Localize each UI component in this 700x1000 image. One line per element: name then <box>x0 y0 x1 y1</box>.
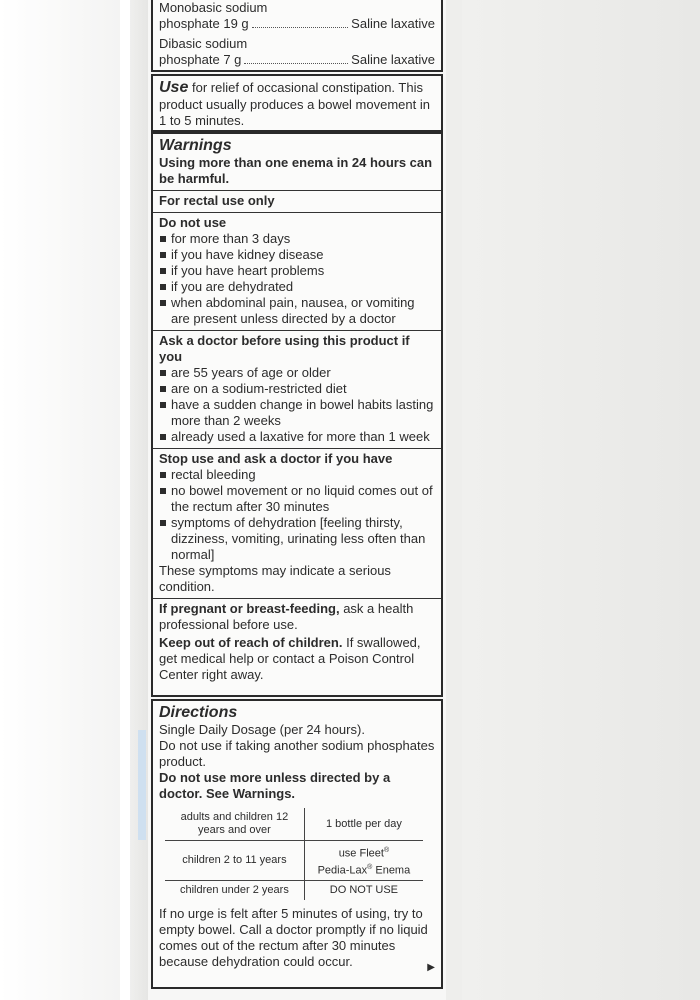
dose-text-c: Enema <box>375 864 411 877</box>
divider <box>153 448 441 449</box>
table-row <box>165 841 423 881</box>
divider <box>153 598 441 599</box>
do-not-use-heading: Do not use <box>159 215 227 230</box>
table-cell-who: adults and children 12 years and over <box>165 808 304 841</box>
divider <box>153 212 441 213</box>
ingredient-1-amount: phosphate 19 g <box>159 16 249 31</box>
stop-use-heading: Stop use and ask a doctor if you have <box>159 451 393 466</box>
list-item: when abdominal pain, nausea, or vomiting are present unless directed by a doctor <box>159 295 435 327</box>
ingredient-1-name: Monobasic sodium <box>159 0 268 15</box>
list-item: are 55 years of age or older <box>159 365 435 381</box>
keep-out-label: Keep out of reach of children. <box>159 635 343 650</box>
registered-mark: ® <box>383 847 390 854</box>
table-cell-dose: DO NOT USE <box>304 881 423 901</box>
ingredient-2 <box>159 36 435 68</box>
directions-footer: If no urge is felt after 5 minutes of using, try to empty bowel. Call a doctor promptly if no liquid comes out of the rectum after 30 minutes because dehydration could occur. <box>159 906 428 970</box>
use-heading: Use <box>159 79 189 96</box>
use-box <box>151 74 443 132</box>
package-edge-highlight <box>120 0 130 1000</box>
serious-condition-note: These symptoms may indicate a serious condition. <box>159 563 391 594</box>
list-item: no bowel movement or no liquid comes out of the rectum after 30 minutes <box>159 483 435 515</box>
registered-mark: ® <box>367 863 373 871</box>
active-ingredients-box <box>151 0 443 72</box>
list-item: are on a sodium-restricted diet <box>159 381 435 397</box>
pregnant-label: If pregnant or breast-feeding, <box>159 601 340 616</box>
table-row <box>165 881 423 901</box>
directions-box <box>151 699 443 989</box>
keep-out-text: If swallowed, get medical help or contact a Poison Control Center right away. <box>159 635 421 682</box>
ingredient-2-name: Dibasic sodium <box>159 36 248 51</box>
dot-leader <box>244 52 348 64</box>
ingredient-2-purpose: Saline laxative <box>351 52 435 67</box>
dosage-text: Single Daily Dosage (per 24 hours). <box>159 722 365 737</box>
triangle-right-icon: ▶ <box>427 962 435 973</box>
list-item: for more than 3 days <box>159 231 435 247</box>
ingredient-1 <box>159 0 435 32</box>
keep-out-warning <box>159 635 435 683</box>
table-cell-who: children 2 to 11 years <box>165 841 304 881</box>
divider <box>153 190 441 191</box>
pregnant-warning <box>159 601 435 633</box>
directions-heading: Directions <box>159 704 238 721</box>
pregnant-text: ask a health professional before use. <box>159 601 414 632</box>
divider <box>153 330 441 331</box>
list-item: if you have kidney disease <box>159 247 435 263</box>
do-not-use-list <box>159 231 435 327</box>
table-row <box>165 808 423 841</box>
ingredient-1-purpose: Saline laxative <box>351 16 435 31</box>
list-item: if you are dehydrated <box>159 279 435 295</box>
stop-use-list <box>159 467 435 563</box>
dosage-table <box>165 808 423 900</box>
warnings-box <box>151 132 443 697</box>
package-right-side <box>462 0 700 1000</box>
list-item: rectal bleeding <box>159 467 435 483</box>
list-item: if you have heart problems <box>159 263 435 279</box>
package-blue-mark <box>138 730 146 840</box>
ask-doctor-list <box>159 365 435 445</box>
no-other-product-text: Do not use if taking another sodium phosphates product. <box>159 738 435 769</box>
use-text: for relief of occasional constipation. This product usually produces a bowel movement in 1 to 5 minutes. <box>159 80 430 128</box>
warnings-heading: Warnings <box>159 137 232 154</box>
list-item: already used a laxative for more than 1 week <box>159 429 435 445</box>
list-item: symptoms of dehydration [feeling thirsty, dizziness, vomiting, urinating less often than normal] <box>159 515 435 563</box>
directions-warning: Do not use more unless directed by a doctor. See Warnings. <box>159 770 391 801</box>
table-cell-dose: 1 bottle per day <box>325 817 402 830</box>
list-item: have a sudden change in bowel habits lasting more than 2 weeks <box>159 397 435 429</box>
ingredient-2-amount: phosphate 7 g <box>159 52 242 67</box>
table-cell-dose <box>304 841 423 881</box>
dot-leader <box>252 16 349 28</box>
dose-text-a: use Fleet <box>338 847 384 860</box>
table-cell-who: children under 2 years <box>165 881 304 901</box>
rectal-use-only: For rectal use only <box>159 193 275 208</box>
ask-doctor-heading: Ask a doctor before using this product if you <box>159 333 410 364</box>
dose-text-b: Pedia-Lax <box>317 864 368 877</box>
warnings-intro: Using more than one enema in 24 hours can be harmful. <box>159 155 433 186</box>
